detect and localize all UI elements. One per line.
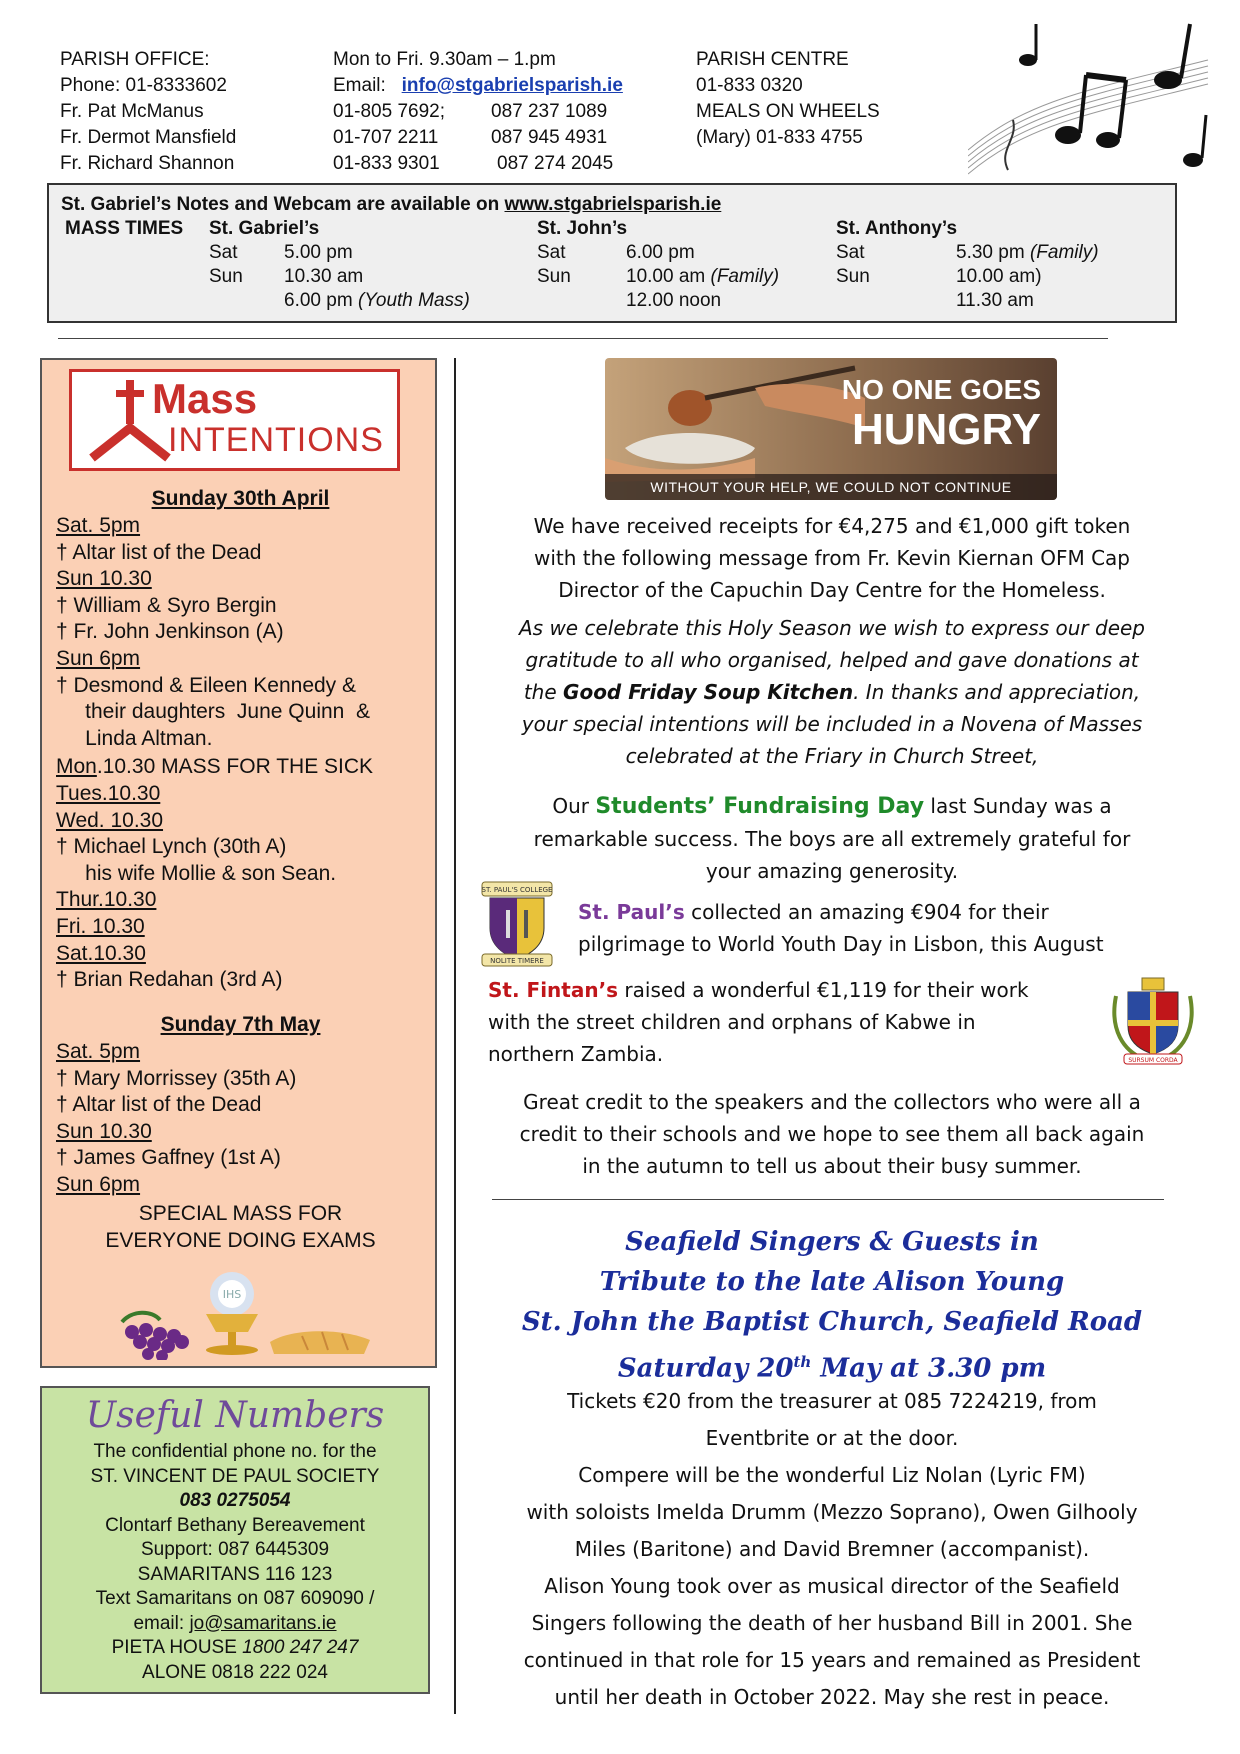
priest-2: Fr. Dermot Mansfield bbox=[60, 127, 237, 148]
church-name-st-gabriels: St. Gabriel’s bbox=[209, 218, 320, 239]
office-hours: Mon to Fri. 9.30am – 1.pm bbox=[333, 49, 556, 70]
useful-line: Clontarf Bethany Bereavement bbox=[105, 1514, 365, 1536]
host-ihs-text: IHS bbox=[222, 1288, 242, 1301]
intentions-list-2 bbox=[56, 1039, 296, 1199]
st-pauls-crest-icon bbox=[476, 880, 558, 968]
phone-a-2: 01-707 2211 bbox=[333, 127, 439, 148]
st-pauls-line-2: pilgrimage to World Youth Day in Lisbon, this August bbox=[578, 932, 1104, 956]
webcam-notice: St. Gabriel’s Notes and Webcam are available on bbox=[61, 194, 505, 215]
students-paragraph bbox=[472, 790, 1192, 887]
st-fintans-crest-icon bbox=[1110, 976, 1196, 1068]
office-label: PARISH OFFICE: bbox=[60, 49, 210, 70]
st-fintans-line-1: St. Fintan’s raised a wonderful €1,119 for their work bbox=[488, 978, 1029, 1002]
no-one-goes-hungry-banner bbox=[605, 358, 1057, 500]
column-divider bbox=[454, 358, 456, 1714]
st-anthonys-time-sun: 10.00 am) bbox=[956, 266, 1042, 287]
credit-paragraph bbox=[472, 1086, 1192, 1182]
st-gabriels-day-sun: Sun bbox=[209, 266, 243, 287]
st-johns-time-sun: 10.00 am (Family) bbox=[626, 266, 780, 287]
capuchin-message bbox=[472, 612, 1192, 772]
useful-line: Support: 087 6445309 bbox=[140, 1539, 330, 1560]
st-pauls-crest-bottom-text: NOLITE TIMERE bbox=[490, 957, 544, 965]
capuchin-paragraph bbox=[472, 510, 1192, 606]
logo-mass-text: Mass bbox=[152, 375, 258, 422]
header-col-centre bbox=[696, 47, 880, 151]
useful-line: The confidential phone no. for the bbox=[93, 1441, 377, 1462]
event-date: Saturday 20th May at 3.30 pm bbox=[617, 1353, 1047, 1384]
header-col-office bbox=[60, 47, 236, 177]
capuchin-line: Director of the Capuchin Day Centre for the Homeless. bbox=[558, 578, 1106, 602]
useful-line-pieta: PIETA HOUSE 1800 247 247 bbox=[111, 1637, 359, 1658]
meals-phone: (Mary) 01-833 4755 bbox=[696, 127, 863, 148]
mass-times-label: MASS TIMES bbox=[65, 218, 184, 239]
mass-intentions-panel bbox=[40, 358, 437, 1368]
event-title-line: Seafield Singers & Guests in bbox=[625, 1227, 1039, 1257]
intention-line: Sun 6pm bbox=[56, 1172, 141, 1196]
message-line: gratitude to all who organised, helped and gave donations at bbox=[525, 648, 1139, 672]
st-anthonys-day-sat: Sat bbox=[836, 242, 865, 263]
intention-line: Sun 10.30 bbox=[56, 567, 152, 591]
useful-line: SAMARITANS 116 123 bbox=[137, 1563, 333, 1585]
st-fintans-crest-banner-text: SURSUM CORDA bbox=[1128, 1057, 1178, 1064]
parish-website-link[interactable]: www.stgabrielsparish.ie bbox=[504, 194, 722, 215]
capuchin-line: with the following message from Fr. Kevin Kiernan OFM Cap bbox=[534, 546, 1130, 570]
phone-b-3: 087 274 2045 bbox=[497, 153, 614, 174]
st-pauls-paragraph bbox=[578, 896, 1104, 960]
phone-b-2: 087 945 4931 bbox=[491, 127, 608, 148]
event-body bbox=[472, 1383, 1192, 1716]
divider-top bbox=[58, 338, 1108, 339]
mass-intentions-logo bbox=[69, 369, 400, 471]
mass-times-box bbox=[47, 183, 1177, 323]
useful-line-email: email: jo@samaritans.ie bbox=[133, 1612, 337, 1634]
event-body-line: Singers following the death of her husband Bill in 2001. She bbox=[531, 1611, 1133, 1635]
intention-line: † William & Syro Bergin bbox=[56, 593, 277, 617]
event-title-line: St. John the Baptist Church, Seafield Road bbox=[521, 1307, 1143, 1337]
event-body-line: Compere will be the wonderful Liz Nolan (Lyric FM) bbox=[578, 1463, 1086, 1487]
message-line: your special intentions will be included in a Novena of Masses bbox=[521, 712, 1143, 736]
intentions-list-1 bbox=[56, 513, 373, 994]
event-body-line: with soloists Imelda Drumm (Mezzo Soprano), Owen Gilhooly bbox=[526, 1500, 1138, 1524]
credit-line: credit to their schools and we hope to see them all back again bbox=[519, 1122, 1145, 1146]
banner-tagline: WITHOUT YOUR HELP, WE COULD NOT CONTINUE bbox=[605, 474, 1057, 500]
st-pauls-crest-top-text: ST. PAUL'S COLLEGE bbox=[481, 886, 553, 894]
capuchin-line: We have received receipts for €4,275 and €1,000 gift token bbox=[533, 514, 1131, 538]
intention-line: † Mary Morrissey (35th A) bbox=[56, 1066, 297, 1090]
useful-line: Text Samaritans on 087 609090 / bbox=[95, 1588, 375, 1609]
banner-line-1: NO ONE GOES bbox=[841, 374, 1041, 405]
st-gabriels-time-youth: 6.00 pm (Youth Mass) bbox=[284, 290, 470, 311]
students-line-2: remarkable success. The boys are all extremely grateful for bbox=[533, 827, 1131, 851]
message-line-soup-kitchen: the Good Friday Soup Kitchen. In thanks and appreciation, bbox=[523, 680, 1141, 704]
priest-3: Fr. Richard Shannon bbox=[60, 153, 235, 174]
samaritans-email-link[interactable]: jo@samaritans.ie bbox=[189, 1612, 337, 1634]
credit-line: in the autumn to tell us about their busy summer. bbox=[582, 1154, 1082, 1178]
useful-line-svp-phone: 083 0275054 bbox=[179, 1490, 291, 1511]
st-fintans-line-2: with the street children and orphans of Kabwe in bbox=[488, 1010, 976, 1034]
intention-line: Sat. 5pm bbox=[56, 514, 141, 537]
intention-line: † Brian Redahan (3rd A) bbox=[56, 968, 283, 992]
church-name-st-johns: St. John’s bbox=[537, 218, 628, 239]
intention-line: † James Gaffney (1st A) bbox=[56, 1146, 281, 1170]
centre-phone: 01-833 0320 bbox=[696, 75, 803, 96]
useful-line: ST. VINCENT DE PAUL SOCIETY bbox=[90, 1465, 380, 1487]
intention-line: his wife Mollie & son Sean. bbox=[56, 861, 337, 885]
church-name-st-anthonys: St. Anthony’s bbox=[836, 218, 958, 239]
priest-1: Fr. Pat McManus bbox=[60, 101, 204, 122]
divider-right bbox=[492, 1199, 1164, 1200]
sunday-heading-2: Sunday 7th May bbox=[160, 1013, 321, 1036]
st-anthonys-day-sun: Sun bbox=[836, 266, 870, 287]
st-pauls-line-1: St. Paul’s collected an amazing €904 for their bbox=[578, 900, 1049, 924]
intention-line-monday: Mon.10.30 MASS FOR THE SICK bbox=[56, 755, 374, 779]
intention-line: Fri. 10.30 bbox=[56, 914, 145, 938]
phone-a-3: 01-833 9301 bbox=[333, 153, 440, 174]
event-body-line: Alison Young took over as musical director of the Seafield bbox=[544, 1574, 1120, 1598]
event-titles bbox=[472, 1222, 1192, 1389]
intention-line: † Fr. John Jenkinson (A) bbox=[56, 620, 284, 644]
email-label: Email: bbox=[333, 75, 386, 96]
useful-line-alone: ALONE 0818 222 024 bbox=[142, 1661, 328, 1683]
st-anthonys-time-sat: 5.30 pm (Family) bbox=[956, 242, 1099, 263]
header-col-mobiles bbox=[491, 99, 613, 177]
st-gabriels-time-sat: 5.00 pm bbox=[284, 242, 353, 263]
event-body-line: Miles (Baritone) and David Bremner (accompanist). bbox=[574, 1537, 1090, 1561]
intention-line: Sun 6pm bbox=[56, 646, 141, 670]
message-line: celebrated at the Friary in Church Street, bbox=[625, 744, 1039, 768]
sunday-heading-1: Sunday 30th April bbox=[151, 487, 330, 510]
st-gabriels-day-sat: Sat bbox=[209, 242, 238, 263]
music-notes-icon bbox=[968, 20, 1210, 180]
st-johns-time-sat: 6.00 pm bbox=[626, 242, 695, 263]
phone-b-1: 087 237 1089 bbox=[491, 101, 608, 122]
students-line-1: Our Students’ Fundraising Day last Sunday was a bbox=[552, 794, 1112, 819]
banner-line-2: HUNGRY bbox=[851, 405, 1041, 454]
event-body-line: continued in that role for 15 years and remained as President bbox=[523, 1648, 1141, 1672]
intention-line: their daughters June Quinn & bbox=[56, 700, 371, 724]
intention-line: † Altar list of the Dead bbox=[56, 540, 262, 564]
intention-line: Thur.10.30 bbox=[56, 888, 157, 912]
credit-line: Great credit to the speakers and the collectors who were all a bbox=[523, 1090, 1141, 1114]
st-fintans-line-3: northern Zambia. bbox=[488, 1042, 664, 1066]
st-fintans-paragraph bbox=[488, 974, 1029, 1070]
special-mass-line-2: EVERYONE DOING EXAMS bbox=[105, 1229, 376, 1252]
intention-line: Sat. 5pm bbox=[56, 1040, 141, 1063]
useful-numbers-title: Useful Numbers bbox=[85, 1395, 385, 1436]
phone-a-1: 01-805 7692; bbox=[333, 101, 445, 122]
event-body-line: Eventbrite or at the door. bbox=[705, 1426, 959, 1450]
intention-line: Sun 10.30 bbox=[56, 1119, 152, 1143]
intention-line: † Desmond & Eileen Kennedy & bbox=[56, 673, 357, 697]
st-johns-day-sun: Sun bbox=[537, 266, 571, 287]
event-body-line: Tickets €20 from the treasurer at 085 7224219, from bbox=[567, 1389, 1097, 1413]
message-line: As we celebrate this Holy Season we wish to express our deep bbox=[518, 616, 1145, 640]
intention-line: Sat.10.30 bbox=[56, 941, 146, 965]
st-gabriels-time-sun: 10.30 am bbox=[284, 266, 364, 287]
centre-label: PARISH CENTRE bbox=[696, 49, 849, 70]
intention-line: † Michael Lynch (30th A) bbox=[56, 835, 287, 859]
logo-intentions-text: INTENTIONS bbox=[168, 421, 384, 459]
st-johns-time-noon: 12.00 noon bbox=[626, 290, 722, 311]
chalice-grapes-bread-icon bbox=[102, 1270, 392, 1360]
office-phone: Phone: 01-8333602 bbox=[60, 75, 227, 96]
parish-email-link[interactable]: info@stgabrielsparish.ie bbox=[401, 75, 623, 96]
event-title-line: Tribute to the late Alison Young bbox=[599, 1267, 1065, 1297]
st-johns-day-sat: Sat bbox=[537, 242, 566, 263]
st-anthonys-time-late: 11.30 am bbox=[956, 290, 1034, 311]
event-body-line: until her death in October 2022. May she rest in peace. bbox=[554, 1685, 1110, 1709]
special-mass-line-1: SPECIAL MASS FOR bbox=[138, 1202, 343, 1225]
meals-label: MEALS ON WHEELS bbox=[696, 101, 880, 122]
students-line-3: your amazing generosity. bbox=[705, 859, 959, 883]
intention-line: Tues.10.30 bbox=[56, 781, 161, 805]
intention-line: Wed. 10.30 bbox=[56, 808, 164, 832]
intention-line: Linda Altman. bbox=[56, 726, 213, 750]
useful-numbers-panel bbox=[40, 1386, 430, 1694]
intention-line: † Altar list of the Dead bbox=[56, 1093, 262, 1117]
